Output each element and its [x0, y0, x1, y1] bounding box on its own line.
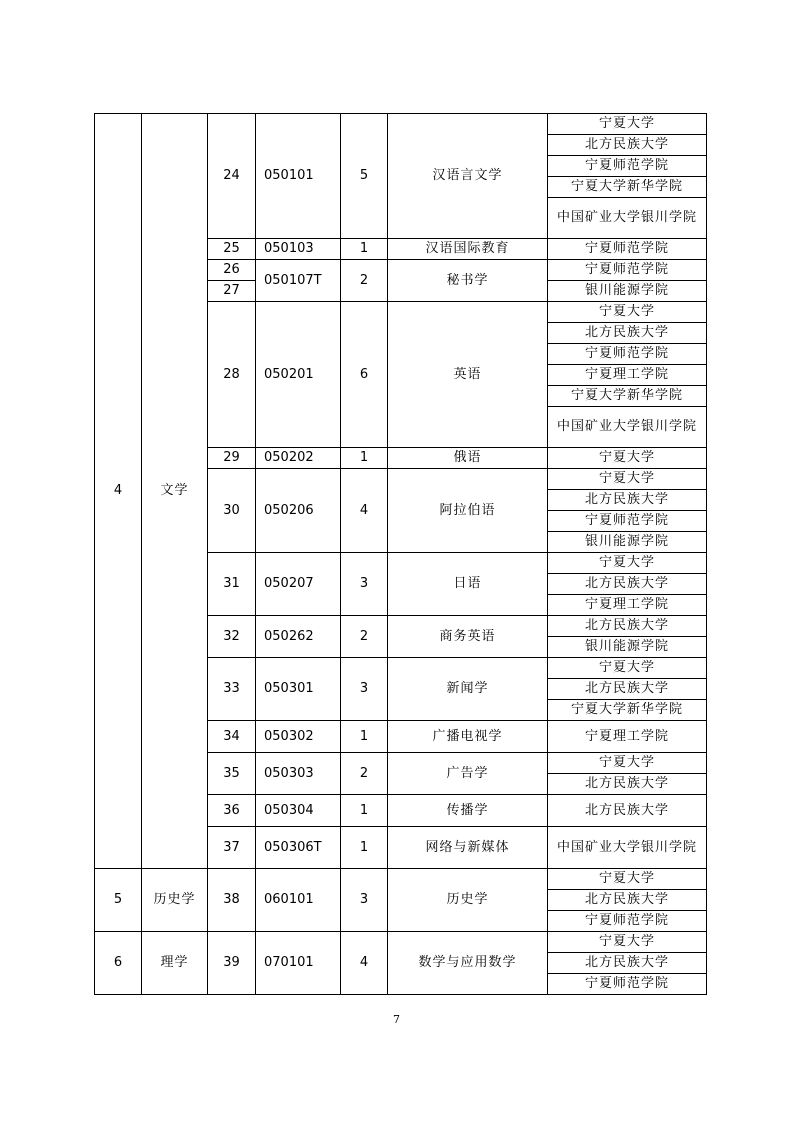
major-code: 050262	[256, 616, 341, 658]
institution: 宁夏师范学院	[548, 974, 707, 995]
major-name: 阿拉伯语	[388, 469, 548, 553]
major-name: 汉语言文学	[388, 114, 548, 239]
major-count: 3	[341, 553, 388, 616]
major-count: 4	[341, 469, 388, 553]
major-count: 2	[341, 616, 388, 658]
category-number: 5	[95, 869, 142, 932]
seq-number: 35	[208, 753, 256, 795]
institution: 中国矿业大学银川学院	[548, 198, 707, 239]
major-code: 050304	[256, 795, 341, 827]
major-name: 日语	[388, 553, 548, 616]
major-count: 1	[341, 721, 388, 753]
seq-number: 32	[208, 616, 256, 658]
category-name: 理学	[142, 932, 208, 995]
major-name: 数学与应用数学	[388, 932, 548, 995]
major-count: 1	[341, 795, 388, 827]
major-code: 050107T	[256, 260, 341, 302]
institution: 北方民族大学	[548, 574, 707, 595]
major-count: 4	[341, 932, 388, 995]
page-number: 7	[393, 1013, 400, 1026]
major-code: 050306T	[256, 827, 341, 869]
major-code: 050201	[256, 302, 341, 448]
major-name: 俄语	[388, 448, 548, 469]
seq-number: 27	[208, 281, 256, 302]
major-code: 050301	[256, 658, 341, 721]
institution: 北方民族大学	[548, 795, 707, 827]
institution: 北方民族大学	[548, 323, 707, 344]
category-name: 历史学	[142, 869, 208, 932]
major-count: 2	[341, 260, 388, 302]
seq-number: 39	[208, 932, 256, 995]
seq-number: 37	[208, 827, 256, 869]
institution: 银川能源学院	[548, 637, 707, 658]
majors-table	[94, 113, 707, 995]
institution: 银川能源学院	[548, 532, 707, 553]
institution: 宁夏大学	[548, 469, 707, 490]
seq-number: 33	[208, 658, 256, 721]
institution: 宁夏理工学院	[548, 365, 707, 386]
major-code: 070101	[256, 932, 341, 995]
major-name: 广播电视学	[388, 721, 548, 753]
institution: 宁夏理工学院	[548, 721, 707, 753]
institution: 宁夏师范学院	[548, 239, 707, 260]
major-count: 2	[341, 753, 388, 795]
seq-number: 36	[208, 795, 256, 827]
institution: 宁夏大学新华学院	[548, 386, 707, 407]
major-name: 广告学	[388, 753, 548, 795]
seq-number: 24	[208, 114, 256, 239]
institution: 宁夏大学	[548, 114, 707, 135]
seq-number: 25	[208, 239, 256, 260]
major-name: 商务英语	[388, 616, 548, 658]
major-code: 050202	[256, 448, 341, 469]
major-code: 060101	[256, 869, 341, 932]
institution: 宁夏师范学院	[548, 511, 707, 532]
major-name: 传播学	[388, 795, 548, 827]
institution: 北方民族大学	[548, 890, 707, 911]
major-code: 050207	[256, 553, 341, 616]
institution: 宁夏大学	[548, 448, 707, 469]
major-count: 3	[341, 658, 388, 721]
institution: 宁夏师范学院	[548, 911, 707, 932]
institution: 宁夏大学	[548, 753, 707, 774]
seq-number: 29	[208, 448, 256, 469]
seq-number: 34	[208, 721, 256, 753]
major-name: 英语	[388, 302, 548, 448]
institution: 中国矿业大学银川学院	[548, 407, 707, 448]
institution: 北方民族大学	[548, 953, 707, 974]
seq-number: 28	[208, 302, 256, 448]
table-row	[95, 869, 707, 890]
institution: 宁夏大学新华学院	[548, 177, 707, 198]
major-code: 050101	[256, 114, 341, 239]
major-name: 历史学	[388, 869, 548, 932]
seq-number: 31	[208, 553, 256, 616]
major-count: 1	[341, 827, 388, 869]
table-row	[95, 114, 707, 135]
major-name: 网络与新媒体	[388, 827, 548, 869]
category-number: 6	[95, 932, 142, 995]
institution: 宁夏大学新华学院	[548, 700, 707, 721]
major-count: 3	[341, 869, 388, 932]
institution: 宁夏大学	[548, 553, 707, 574]
major-name: 新闻学	[388, 658, 548, 721]
seq-number: 30	[208, 469, 256, 553]
institution: 宁夏大学	[548, 658, 707, 679]
institution: 宁夏师范学院	[548, 344, 707, 365]
seq-number: 26	[208, 260, 256, 281]
major-code: 050303	[256, 753, 341, 795]
category-number: 4	[95, 114, 142, 869]
institution: 宁夏大学	[548, 869, 707, 890]
institution: 中国矿业大学银川学院	[548, 827, 707, 869]
seq-number: 38	[208, 869, 256, 932]
institution: 宁夏师范学院	[548, 156, 707, 177]
institution: 宁夏大学	[548, 302, 707, 323]
major-count: 6	[341, 302, 388, 448]
major-name: 汉语国际教育	[388, 239, 548, 260]
major-code: 050206	[256, 469, 341, 553]
institution: 北方民族大学	[548, 490, 707, 511]
institution: 宁夏大学	[548, 932, 707, 953]
institution: 北方民族大学	[548, 774, 707, 795]
institution: 银川能源学院	[548, 281, 707, 302]
institution: 北方民族大学	[548, 616, 707, 637]
institution: 北方民族大学	[548, 679, 707, 700]
institution: 宁夏师范学院	[548, 260, 707, 281]
institution: 北方民族大学	[548, 135, 707, 156]
major-code: 050302	[256, 721, 341, 753]
table-row	[95, 932, 707, 953]
major-count: 5	[341, 114, 388, 239]
major-count: 1	[341, 448, 388, 469]
category-name: 文学	[142, 114, 208, 869]
major-count: 1	[341, 239, 388, 260]
major-code: 050103	[256, 239, 341, 260]
major-name: 秘书学	[388, 260, 548, 302]
institution: 宁夏理工学院	[548, 595, 707, 616]
